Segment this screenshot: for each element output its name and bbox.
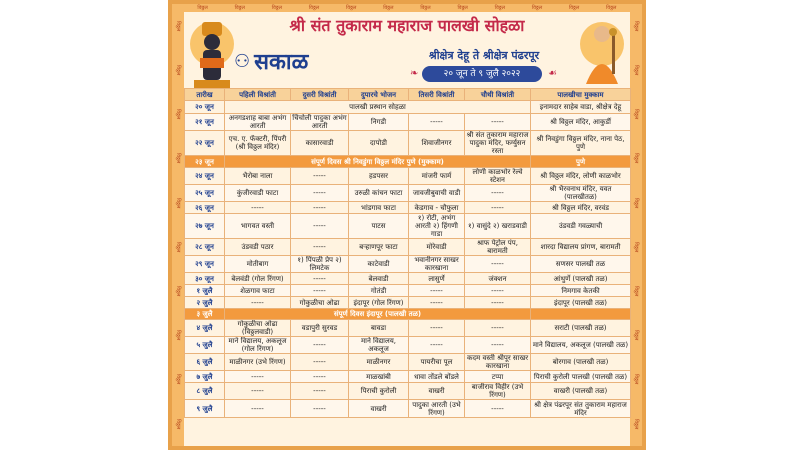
table-cell: २० जून — [185, 101, 225, 114]
table-cell: शिवाजीनगर — [409, 131, 465, 156]
decorative-border-right: विठ्ठल विठ्ठल विठ्ठल विठ्ठल विठ्ठल विठ्ठल विठ्ठल विठ्ठल विठ्ठल विठ्ठल — [630, 4, 642, 446]
table-cell: ----- — [409, 114, 465, 131]
column-header: तिसरी विश्रांती — [409, 89, 465, 101]
table-cell: हडपसर — [349, 168, 409, 185]
schedule-table — [184, 88, 631, 418]
page-title: श्री संत तुकाराम महाराज पालखी सोहळा — [289, 16, 525, 35]
table-cell: पुणे — [531, 156, 631, 168]
table-cell: ----- — [291, 185, 349, 202]
table-cell: गोकुळीचा ओढा (विठ्ठलवाडी) — [225, 320, 291, 337]
table-cell: पिराची कुरोली — [349, 383, 409, 400]
table-cell: संपूर्ण दिवस इंदापूर (पालखी तळ) — [225, 309, 531, 320]
table-cell: बऱ्हाणपूर फाटा — [349, 239, 409, 256]
table-row — [185, 400, 631, 418]
table-cell: ----- — [409, 285, 465, 297]
table-cell: ----- — [291, 371, 349, 383]
table-cell: शेळगाव फाटा — [225, 285, 291, 297]
table-cell: श्री विठ्ठल मंदिर, आकुर्डी — [531, 114, 631, 131]
table-cell: ----- — [409, 297, 465, 309]
table-cell: ----- — [465, 114, 531, 131]
table-row — [185, 285, 631, 297]
column-header: चौथी विश्रांती — [465, 89, 531, 101]
table-cell: पायरीचा पूल — [409, 354, 465, 371]
table-cell: बोरगाव (पालखी तळ) — [531, 354, 631, 371]
table-cell: ५ जुलै — [185, 337, 225, 354]
table-cell: मोरेवाडी — [409, 239, 465, 256]
table-cell: २१ जून — [185, 114, 225, 131]
sakal-logo — [234, 48, 308, 74]
table-cell: १ जुलै — [185, 285, 225, 297]
table-row — [185, 354, 631, 371]
table-cell: ----- — [465, 400, 531, 418]
table-row — [185, 383, 631, 400]
table-row — [185, 239, 631, 256]
table-cell — [531, 309, 631, 320]
table-cell: मोतीबाग — [225, 256, 291, 273]
column-header: तारीख — [185, 89, 225, 101]
table-cell: २२ जून — [185, 131, 225, 156]
table-row — [185, 202, 631, 214]
table-cell: उरुळी कांचन फाटा — [349, 185, 409, 202]
table-cell: ----- — [409, 320, 465, 337]
logo-text: सकाळ — [254, 50, 309, 75]
table-cell: शारदा विद्यालय प्रांगण, बारामती — [531, 239, 631, 256]
table-cell: उंडवडी गवळ्याची — [531, 214, 631, 239]
table-cell: ----- — [225, 400, 291, 418]
ornament-left-icon: ❧ — [410, 68, 419, 79]
table-cell: श्री क्षेत्र पंढरपूर संत तुकाराम महाराज मंदिर — [531, 400, 631, 418]
table-cell: जावजीबुवाची वाडी — [409, 185, 465, 202]
table-cell: माळखांबी — [349, 371, 409, 383]
table-cell: श्री विठ्ठल मंदिर, वरवंड — [531, 202, 631, 214]
table-cell: बेलवाडी — [349, 273, 409, 285]
table-cell: ७ जुलै — [185, 371, 225, 383]
table-cell: कुंजीरवाडी फाटा — [225, 185, 291, 202]
table-cell: श्री भैरवनाथ मंदिर, यवत (पालखीतळ) — [531, 185, 631, 202]
table-cell: श्री निवडुंगा विठ्ठल मंदिर, नाना पेठ, पुणे — [531, 131, 631, 156]
sakal-logo-icon: ⚇ — [234, 50, 251, 72]
table-cell: भैरोबा नाला — [225, 168, 291, 185]
table-cell: सणसर पालखी तळ — [531, 256, 631, 273]
table-cell: भवानीनगर साखर कारखाना — [409, 256, 465, 273]
table-cell: संपूर्ण दिवस श्री निवडुंगा विठ्ठल मंदिर पुणे (मुक्काम) — [225, 156, 531, 168]
table-cell: निमगाव केतकी — [531, 285, 631, 297]
table-cell: ----- — [225, 297, 291, 309]
table-cell: गोतंडी — [349, 285, 409, 297]
table-cell: चिंचोली पादुका अभंग आरती — [292, 114, 347, 130]
decorative-border-left: विठ्ठल विठ्ठल विठ्ठल विठ्ठल विठ्ठल विठ्ठल विठ्ठल विठ्ठल विठ्ठल विठ्ठल — [172, 4, 184, 446]
table-cell: ----- — [465, 185, 531, 202]
table-cell: मांजरी फार्म — [409, 168, 465, 185]
table-cell: एच. ए. फॅक्टरी, पिंपरी (श्री विठ्ठल मंदिर) — [225, 131, 291, 156]
table-cell: माळीनगर — [349, 354, 409, 371]
table-cell: पाटस — [349, 214, 409, 239]
table-row — [185, 320, 631, 337]
decorative-border-top: विठ्ठल विठ्ठल विठ्ठल विठ्ठल विठ्ठल विठ्ठल विठ्ठल विठ्ठल विठ्ठल विठ्ठल विठ्ठल विठ्ठल — [184, 4, 630, 12]
poster-header — [184, 12, 630, 88]
table-cell: माळीनगर (उभे रिंगण) — [225, 354, 291, 371]
table-cell: भागवत वस्ती — [225, 214, 291, 239]
table-header-row — [185, 89, 631, 101]
ornament-right-icon: ☙ — [548, 68, 557, 79]
table-cell: २ जुलै — [185, 297, 225, 309]
table-cell: ----- — [409, 337, 465, 354]
table-cell: ----- — [291, 400, 349, 418]
table-cell: ----- — [291, 383, 349, 400]
table-cell: २५ जून — [185, 185, 225, 202]
column-header: दुपारचे भोजन — [349, 89, 409, 101]
table-cell: अनगडशाह बाबा अभंग आरती — [225, 114, 291, 131]
table-cell: इंदापूर (गोल रिंगण) — [349, 297, 409, 309]
table-cell: ----- — [291, 239, 349, 256]
table-cell: ----- — [465, 320, 531, 337]
table-cell: पादुका आरती (उभे रिंगण) — [409, 400, 465, 418]
table-cell: बेलवंडी (गोल रिंगण) — [225, 273, 291, 285]
table-row — [185, 273, 631, 285]
poster — [168, 0, 646, 450]
table-cell: ----- — [225, 383, 291, 400]
table-cell: बावडा — [349, 320, 409, 337]
table-row — [185, 297, 631, 309]
column-header: पालखीचा मुक्काम — [531, 89, 631, 101]
table-cell: लासुर्णे — [409, 273, 465, 285]
table-cell: धावा तोंडले बोंडले — [409, 371, 465, 383]
table-cell: १) पिंपळी प्रेप २) लिमटेक — [291, 256, 349, 273]
table-row — [185, 168, 631, 185]
table-cell: माने विद्यालय, अकलूज (पालखी तळ) — [531, 337, 631, 354]
table-cell: २३ जून — [185, 156, 225, 168]
table-cell: गोकुळीचा ओढा — [291, 297, 349, 309]
table-cell: ----- — [465, 297, 531, 309]
table-cell: २९ जून — [185, 256, 225, 273]
table-cell: ----- — [225, 371, 291, 383]
table-cell: ----- — [291, 354, 349, 371]
table-cell: सराटी (पालखी तळ) — [531, 320, 631, 337]
table-cell: टप्पा — [465, 371, 531, 383]
column-header: दुसरी विश्रांती — [291, 89, 349, 101]
table-cell: १) रोटी, अभंग आरती २) हिंगणी गाडा — [409, 214, 465, 239]
table-cell: ----- — [465, 285, 531, 297]
table-cell: ----- — [291, 168, 349, 185]
table-cell: वाखरी — [349, 400, 409, 418]
table-cell: ४ जुलै — [185, 320, 225, 337]
table-cell: आंथुर्णे (पालखी तळ) — [531, 273, 631, 285]
table-row — [185, 256, 631, 273]
table-row — [185, 337, 631, 354]
table-cell: जंक्शन — [465, 273, 531, 285]
table-cell: ----- — [291, 285, 349, 297]
table-row — [185, 114, 631, 131]
table-cell: दापोडी — [349, 131, 409, 156]
table-cell: ----- — [291, 202, 349, 214]
table-cell: ९ जुलै — [185, 400, 225, 418]
table-cell: ३ जुलै — [185, 309, 225, 320]
table-cell: वाखरी (पालखी तळ) — [531, 383, 631, 400]
table-cell: २८ जून — [185, 239, 225, 256]
table-row — [185, 371, 631, 383]
table-cell: ----- — [465, 256, 531, 273]
table-row — [185, 214, 631, 239]
table-row — [185, 185, 631, 202]
table-cell: ----- — [291, 337, 349, 354]
table-cell: ८ जुलै — [185, 383, 225, 400]
table-cell: कदम वस्ती श्रीपूर साखर कारखाना — [465, 354, 531, 371]
table-cell: श्री विठ्ठल मंदिर, लोणी काळभोर — [531, 168, 631, 185]
table-cell: भांडगाव फाटा — [349, 202, 409, 214]
table-cell: ----- — [291, 273, 349, 285]
table-cell: श्राफ पेट्रोल पंप, बारामती — [465, 239, 531, 256]
table-cell: १) वासुंदे २) खराडवाडी — [465, 214, 531, 239]
table-cell: ----- — [465, 337, 531, 354]
table-cell: निगडी — [349, 114, 409, 131]
table-cell: २७ जून — [185, 214, 225, 239]
table-cell: वाखरी — [409, 383, 465, 400]
column-header: पहिली विश्रांती — [225, 89, 291, 101]
table-cell: कासारवाडी — [291, 131, 349, 156]
table-cell: वडापुरी सुरवड — [291, 320, 349, 337]
table-cell: उंडवडी पठार — [225, 239, 291, 256]
table-row — [185, 101, 631, 114]
table-cell: २४ जून — [185, 168, 225, 185]
table-cell: ----- — [291, 214, 349, 239]
table-band-row — [185, 309, 631, 320]
vitthal-idol-icon — [186, 14, 238, 90]
table-cell: केडगाव - चौफुला — [409, 202, 465, 214]
table-band-row — [185, 156, 631, 168]
table-cell: माने विद्यालय, अकलूज (गोल रिंगण) — [225, 337, 291, 354]
table-cell: ----- — [465, 202, 531, 214]
table-row — [185, 131, 631, 156]
table-cell: इनामदार साहेब वाडा, श्रीक्षेत्र देहू — [531, 101, 631, 114]
date-range-badge: २० जून ते ९ जुलै २०२२ — [422, 66, 542, 82]
table-cell: २६ जून — [185, 202, 225, 214]
table-cell: लोणी काळभोर रेल्वे स्टेशन — [465, 168, 531, 185]
route-text: श्रीक्षेत्र देहू ते श्रीक्षेत्र पंढरपूर — [428, 49, 540, 62]
table-cell: ६ जुलै — [185, 354, 225, 371]
table-cell: ----- — [225, 202, 291, 214]
table-cell: ३० जून — [185, 273, 225, 285]
table-cell: काटेवाडी — [349, 256, 409, 273]
table-cell: माने विद्यालय, अकलूज — [349, 337, 409, 354]
table-cell: पिराची कुरोली पालखी (पालखी तळ) — [531, 371, 631, 383]
table-cell: श्री संत तुकाराम महाराज पादुका मंदिर, फर्ग्युसन रस्ता — [465, 131, 531, 156]
table-cell: पालखी प्रस्थान सोहळा — [225, 101, 531, 114]
table-cell: बाजीराव विहीर (उभे रिंगण) — [465, 383, 531, 400]
table-cell: इंदापूर (पालखी तळ) — [531, 297, 631, 309]
